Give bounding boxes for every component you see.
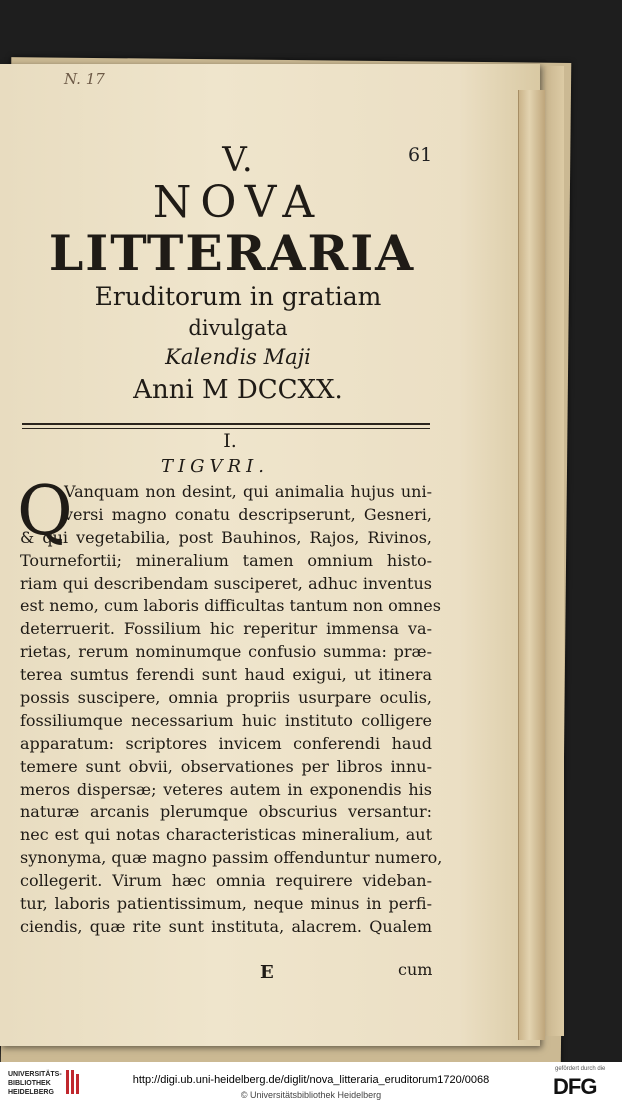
dfg-logo: DFG xyxy=(553,1074,597,1099)
text-line: deterruerit. Fossilium hic reperitur immensa va- xyxy=(20,619,432,639)
text-line: fossiliumque necessarium huic instituto colligere xyxy=(20,710,432,730)
text-line: collegerit. Virum hæc omnia requirere videban- xyxy=(20,871,432,891)
text-line: est nemo, cum laboris difficultas tantum non omnes xyxy=(20,596,441,616)
footer-bar xyxy=(0,1062,622,1108)
section-number: I. xyxy=(223,430,237,452)
text-line: possis suscipere, omnia propriis usurpare oculis, xyxy=(20,688,432,708)
section-roman: V. xyxy=(222,140,254,180)
place-heading: TIGVRI. xyxy=(161,456,269,477)
text-line: nec est qui notas characteristicas mineralium, aut xyxy=(20,825,432,845)
library-logo-text: UNIVERSITÄTS- BIBLIOTHEK HEIDELBERG xyxy=(8,1071,62,1096)
text-line: ciendis, quæ rite sunt instituta, alacrem. Qualem xyxy=(20,916,432,936)
title-rule xyxy=(22,423,430,429)
title-block xyxy=(0,140,476,408)
subtitle-2: divulgata xyxy=(188,316,288,340)
text-line: & qui vegetabilia, post Bauhinos, Rajos, Rivinos, xyxy=(20,527,432,547)
subtitle-1: Eruditorum in gratiam xyxy=(94,282,382,311)
text-line: temere sunt obvii, observationes per libros innu- xyxy=(20,756,432,776)
title-line-1: NOVA xyxy=(152,177,324,228)
text-line: synonyma, quæ magno passim offenduntur numero, xyxy=(20,848,443,868)
text-line: riam qui describendam susciperet, adhuc inventus xyxy=(20,573,432,593)
page-edge xyxy=(544,66,564,1036)
text-line: terea sumtus ferendi sunt haud exigui, ut itinera xyxy=(20,665,432,685)
copyright: © Universitätsbibliothek Heidelberg xyxy=(240,1090,382,1100)
text-line: naturæ arcanis plerumque obscurius versantur: xyxy=(20,802,432,822)
text-line: Vanquam non desint, qui animalia hujus uni- xyxy=(64,482,432,501)
subtitle-3: Kalendis Maji xyxy=(165,345,311,369)
text-line: rietas, rerum nominumque confusio summa: præ- xyxy=(20,642,432,662)
text-line: Tournefortii; mineralium tamen omnium histo- xyxy=(20,550,432,570)
text-line: versi magno conatu descripserunt, Gesneri, xyxy=(64,504,432,524)
catchword: cum xyxy=(398,960,433,979)
signature-mark: E xyxy=(260,962,274,983)
fore-edge xyxy=(518,90,545,1040)
text-line: apparatum: scriptores invicem conferendi haud xyxy=(20,733,432,753)
body-text xyxy=(20,481,443,939)
funder-note: gefördert durch die xyxy=(555,1066,606,1072)
title-line-2: LITTERARIA xyxy=(48,224,416,282)
drop-cap: Q xyxy=(17,472,73,551)
subtitle-4: Anni M DCCXX. xyxy=(133,375,343,405)
text-line: meros dispersæ; veteres autem in exponendis his xyxy=(20,779,432,799)
page-number: 61 xyxy=(408,144,433,166)
shelfmark: N. 17 xyxy=(64,70,105,88)
text-line: tur, laboris patientissimum, neque minus in perfi- xyxy=(20,894,432,914)
permalink[interactable]: http://digi.ub.uni-heidelberg.de/diglit/nova_litteraria_eruditorum1720/0068 xyxy=(132,1074,490,1086)
